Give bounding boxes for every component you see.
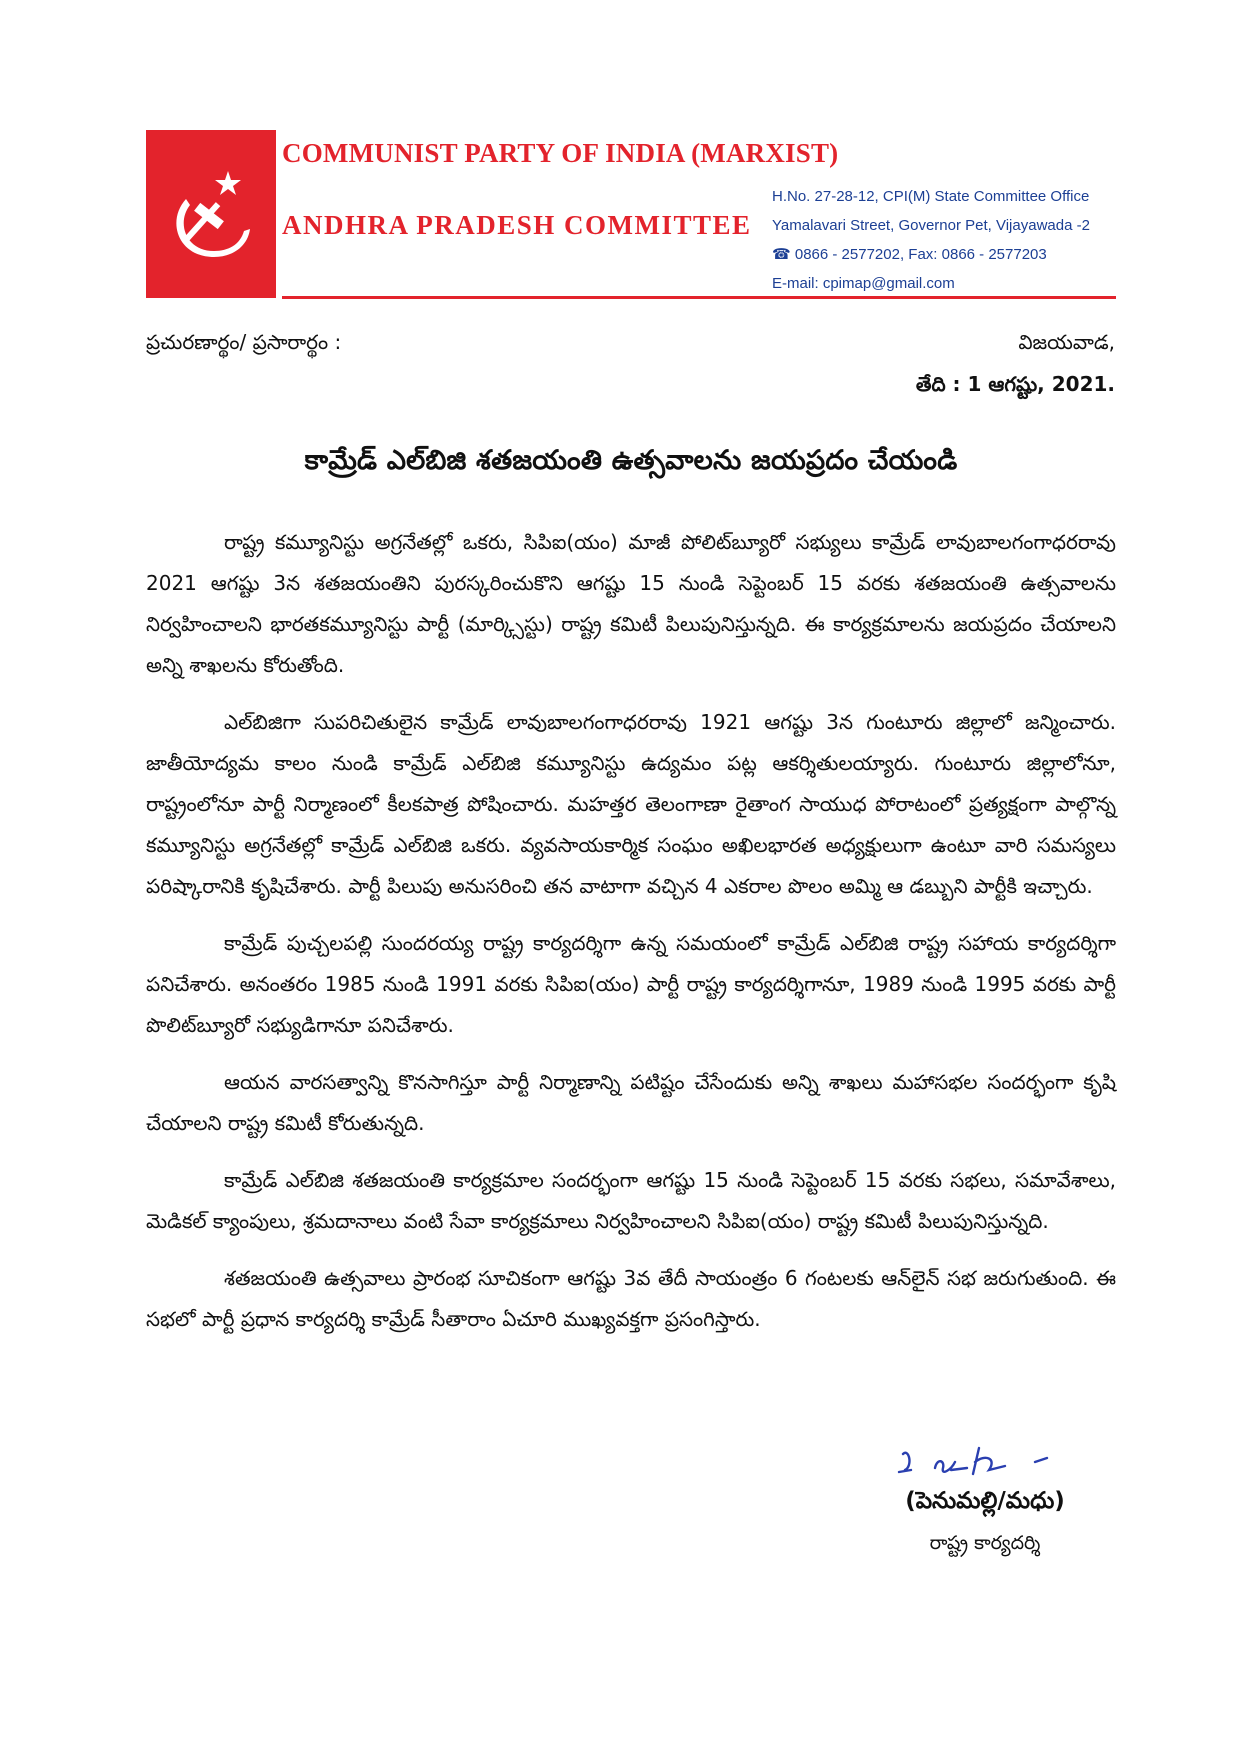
signer-name: (పెనుమల్లి/మధు) [905,1488,1065,1514]
paragraph: శతజయంతి ఉత్సవాలు ప్రారంభ సూచికంగా ఆగష్టు 3వ తేదీ సాయంత్రం 6 గంటలకు ఆన్‌లైన్ సభ జరుగుతుంది. ఈ సభలో పార్టీ ప్రధాన కార్యదర్శి కామ్రేడ్ సీతారాం ఏచూరి ముఖ్యవక్తగా ప్రసంగిస్తారు. [146,1266,1116,1331]
document-heading: కామ్రేడ్ ఎల్‌బిజి శతజయంతి ఉత్సవాలను జయప్రదం చేయండి [304,445,958,476]
phone-line [772,240,1090,269]
committee-name: ANDHRA PRADESH COMMITTEE [282,210,752,240]
paragraph: రాష్ట్ర కమ్యూనిస్టు అగ్రనేతల్లో ఒకరు, సిపిఐ(యం) మాజీ పోలిట్‌బ్యూరో సభ్యులు కామ్రేడ్ లావుబాలగంగాధరరావు 2021 ఆగష్టు 3న శతజయంతిని పురస్కరించుకొని ఆగష్టు 15 నుండి సెప్టెంబర్ 15 వరకు శతజయంతి ఉత్సవాలను నిర్వహించాలని భారతకమ్యూనిస్టు పార్టీ (మార్క్సిస్టు) రాష్ట్ర కమిటీ పిలుపునిస్తున్నది. ఈ కార్యక్రమాలను జయప్రదం చేయాలని అన్ని శాఖలను కోరుతోంది. [146,530,1116,677]
hammer-sickle-star-icon [156,159,266,269]
telephone-icon: ☎ [772,246,795,263]
paragraph: కామ్రేడ్ ఎల్‌బిజి శతజయంతి కార్యక్రమాల సందర్భంగా ఆగష్టు 15 నుండి సెప్టెంబర్ 15 వరకు సభలు, సమావేశాలు, మెడికల్ క్యాంపులు, శ్రమదానాలు వంటి సేవా కార్యక్రమాలు నిర్వహించాలని సిపిఐ(యం) రాష్ట్ర కమిటీ పిలుపునిస్తున్నది. [146,1168,1116,1233]
address-line: H.No. 27-28-12, CPI(M) State Committee Office [772,188,1090,205]
paragraph: కామ్రేడ్ పుచ్చలపల్లి సుందరయ్య రాష్ట్ర కార్యదర్శిగా ఉన్న సమయంలో కామ్రేడ్ ఎల్‌బిజి రాష్ట్ర సహాయ కార్యదర్శిగా పనిచేశారు. అనంతరం 1985 నుండి 1991 వరకు సిపిఐ(యం) పార్టీ రాష్ట్ర కార్యదర్శిగానూ, 1989 నుండి 1995 వరకు పార్టీ పొలిట్‌బ్యూరో సభ్యుడిగానూ పనిచేశారు. [146,931,1116,1037]
email-line: E-mail: cpimap@gmail.com [772,275,955,292]
party-name: COMMUNIST PARTY OF INDIA (MARXIST) [282,138,839,168]
address-line: Yamalavari Street, Governor Pet, Vijayawada -2 [772,217,1090,234]
paragraph: ఆయన వారసత్వాన్ని కొనసాగిస్తూ పార్టీ నిర్మాణాన్ని పటిష్టం చేసేందుకు అన్ని శాఖలు మహాసభల సందర్భంగా కృషి చేయాలని రాష్ట్ర కమిటీ కోరుతున్నది. [146,1070,1116,1135]
release-label: ప్రచురణార్థం/ ప్రసారార్థం : [146,330,342,354]
address-block [772,182,1090,298]
signature-block [855,1440,1115,1559]
handwritten-signature [885,1440,1085,1486]
date: తేది : 1 ఆగష్టు, 2021. [915,372,1115,396]
party-logo [146,130,276,298]
document-body [146,522,1116,1356]
header-divider [282,296,1116,299]
place: విజయవాడ, [1018,330,1115,354]
paragraph: ఎల్‌బిజిగా సుపరిచితులైన కామ్రేడ్ లావుబాలగంగాధరరావు 1921 ఆగష్టు 3న గుంటూరు జిల్లాలో జన్మించారు. జాతీయోద్యమ కాలం నుండి కామ్రేడ్ ఎల్‌బిజి కమ్యూనిస్టు ఉద్యమం పట్ల ఆకర్శితులయ్యారు. గుంటూరు జిల్లాలోనూ, రాష్ట్రంలోనూ పార్టీ నిర్మాణంలో కీలకపాత్ర పోషించారు. మహత్తర తెలంగాణా రైతాంగ సాయుధ పోరాటంలో ప్రత్యక్షంగా పాల్గొన్న కమ్యూనిస్టు అగ్రనేతల్లో కామ్రేడ్ ఎల్‌బిజి ఒకరు. వ్యవసాయకార్మిక సంఘం అఖిలభారత అధ్యక్షులుగా ఉంటూ వారి సమస్యలు పరిష్కారానికి కృషిచేశారు. పార్టీ పిలుపు అనుసరించి తన వాటాగా వచ్చిన 4 ఎకరాల పొలం అమ్మి ఆ డబ్బుని పార్టీకి ఇచ్చారు. [146,710,1116,898]
signer-title: రాష్ట్ర కార్యదర్శి [929,1532,1041,1554]
phone-text: 0866 - 2577202, Fax: 0866 - 2577203 [794,246,1047,263]
letterhead [146,130,1116,300]
